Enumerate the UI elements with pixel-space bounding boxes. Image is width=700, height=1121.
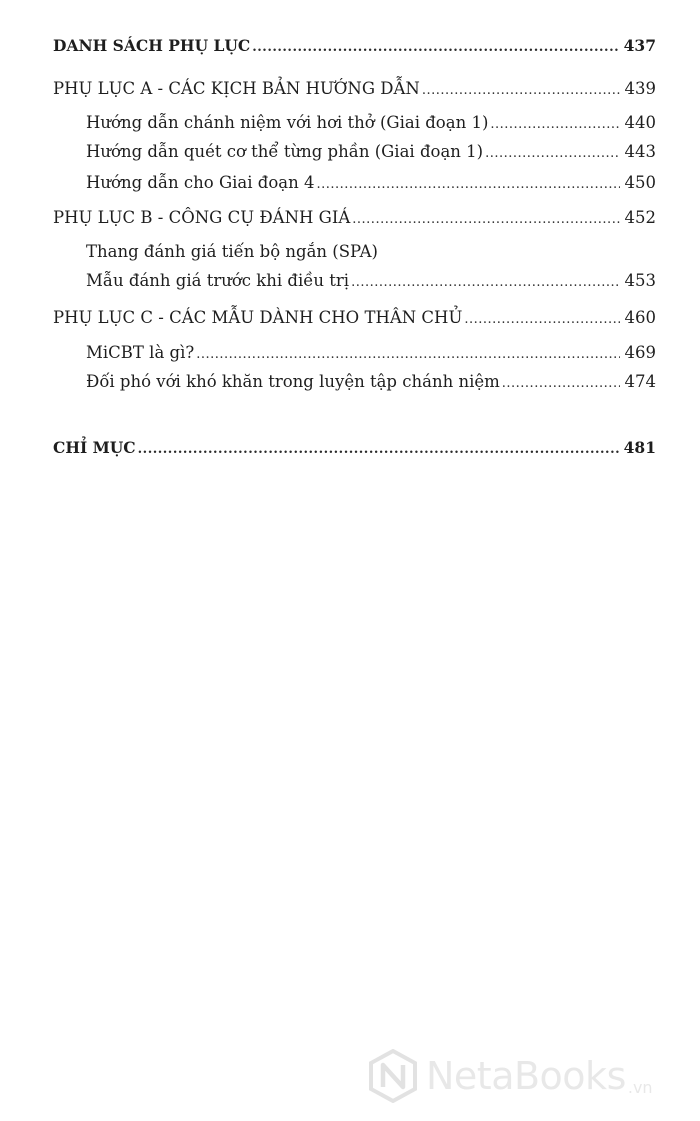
toc-entry-page-number: 460 xyxy=(624,308,656,327)
toc-entry-page-number: 481 xyxy=(623,438,656,457)
toc-entry-label: Mẫu đánh giá trước khi điều trị xyxy=(86,271,350,290)
toc-subentry[interactable] xyxy=(53,142,656,164)
toc-entry-label: Hướng dẫn quét cơ thể từng phần (Giai đoạn 1) xyxy=(86,142,484,161)
dot-leader xyxy=(352,210,620,230)
toc-entry-label: Hướng dẫn chánh niệm với hơi thở (Giai đoạn 1) xyxy=(86,113,489,132)
toc-subentry[interactable] xyxy=(53,113,656,135)
dot-leader xyxy=(196,345,620,365)
toc-entry-danh-sach-phu-luc[interactable] xyxy=(53,36,656,58)
dot-leader xyxy=(252,38,620,58)
toc-subentry[interactable] xyxy=(53,173,656,195)
toc-subentry[interactable] xyxy=(53,271,656,293)
toc-entry-phu-luc-c[interactable] xyxy=(53,308,656,330)
toc-entry-label: DANH SÁCH PHỤ LỤC xyxy=(53,36,251,55)
toc-entry-page-number: 437 xyxy=(623,36,656,55)
dot-leader xyxy=(422,81,620,101)
dot-leader xyxy=(502,374,620,394)
toc-entry-label: Hướng dẫn cho Giai đoạn 4 xyxy=(86,173,315,192)
dot-leader xyxy=(351,273,620,293)
toc-entry-chi-muc[interactable] xyxy=(53,438,656,460)
toc-entry-page-number: 440 xyxy=(624,113,656,132)
toc-entry-page-number: 450 xyxy=(624,173,656,192)
dot-leader xyxy=(317,175,621,195)
toc-entry-label: PHỤ LỤC B - CÔNG CỤ ĐÁNH GIÁ xyxy=(53,208,351,227)
watermark-text: NetaBooks xyxy=(426,1054,626,1098)
toc-entry-label: PHỤ LỤC C - CÁC MẪU DÀNH CHO THÂN CHỦ xyxy=(53,308,463,327)
netabooks-watermark xyxy=(366,1049,653,1103)
toc-entry-page-number: 443 xyxy=(624,142,656,161)
toc-entry-page-number: 453 xyxy=(624,271,656,290)
toc-entry-page-number: 474 xyxy=(624,372,656,391)
toc-entry-page-number: 439 xyxy=(624,79,656,98)
toc-entry-label: PHỤ LỤC A - CÁC KỊCH BẢN HƯỚNG DẪN xyxy=(53,79,420,98)
toc-entry-page-number: 469 xyxy=(624,343,656,362)
toc-entry-label: Đối phó với khó khăn trong luyện tập chánh niệm xyxy=(86,372,500,391)
toc-entry-label: MiCBT là gì? xyxy=(86,343,195,362)
toc-subentry[interactable] xyxy=(53,343,656,365)
dot-leader xyxy=(490,115,620,135)
toc-entry-phu-luc-b[interactable] xyxy=(53,208,656,230)
toc-entry-label: CHỈ MỤC xyxy=(53,438,136,457)
watermark-suffix: .vn xyxy=(627,1078,653,1097)
netabooks-logo-icon xyxy=(366,1049,420,1103)
toc-entry-phu-luc-a[interactable] xyxy=(53,79,656,101)
toc-entry-page-number: 452 xyxy=(624,208,656,227)
dot-leader xyxy=(485,144,620,164)
dot-leader xyxy=(464,310,620,330)
toc-subentry[interactable] xyxy=(53,242,656,262)
toc-subentry[interactable] xyxy=(53,372,656,394)
dot-leader xyxy=(138,440,620,460)
toc-entry-label: Thang đánh giá tiến bộ ngắn (SPA) xyxy=(86,242,378,261)
